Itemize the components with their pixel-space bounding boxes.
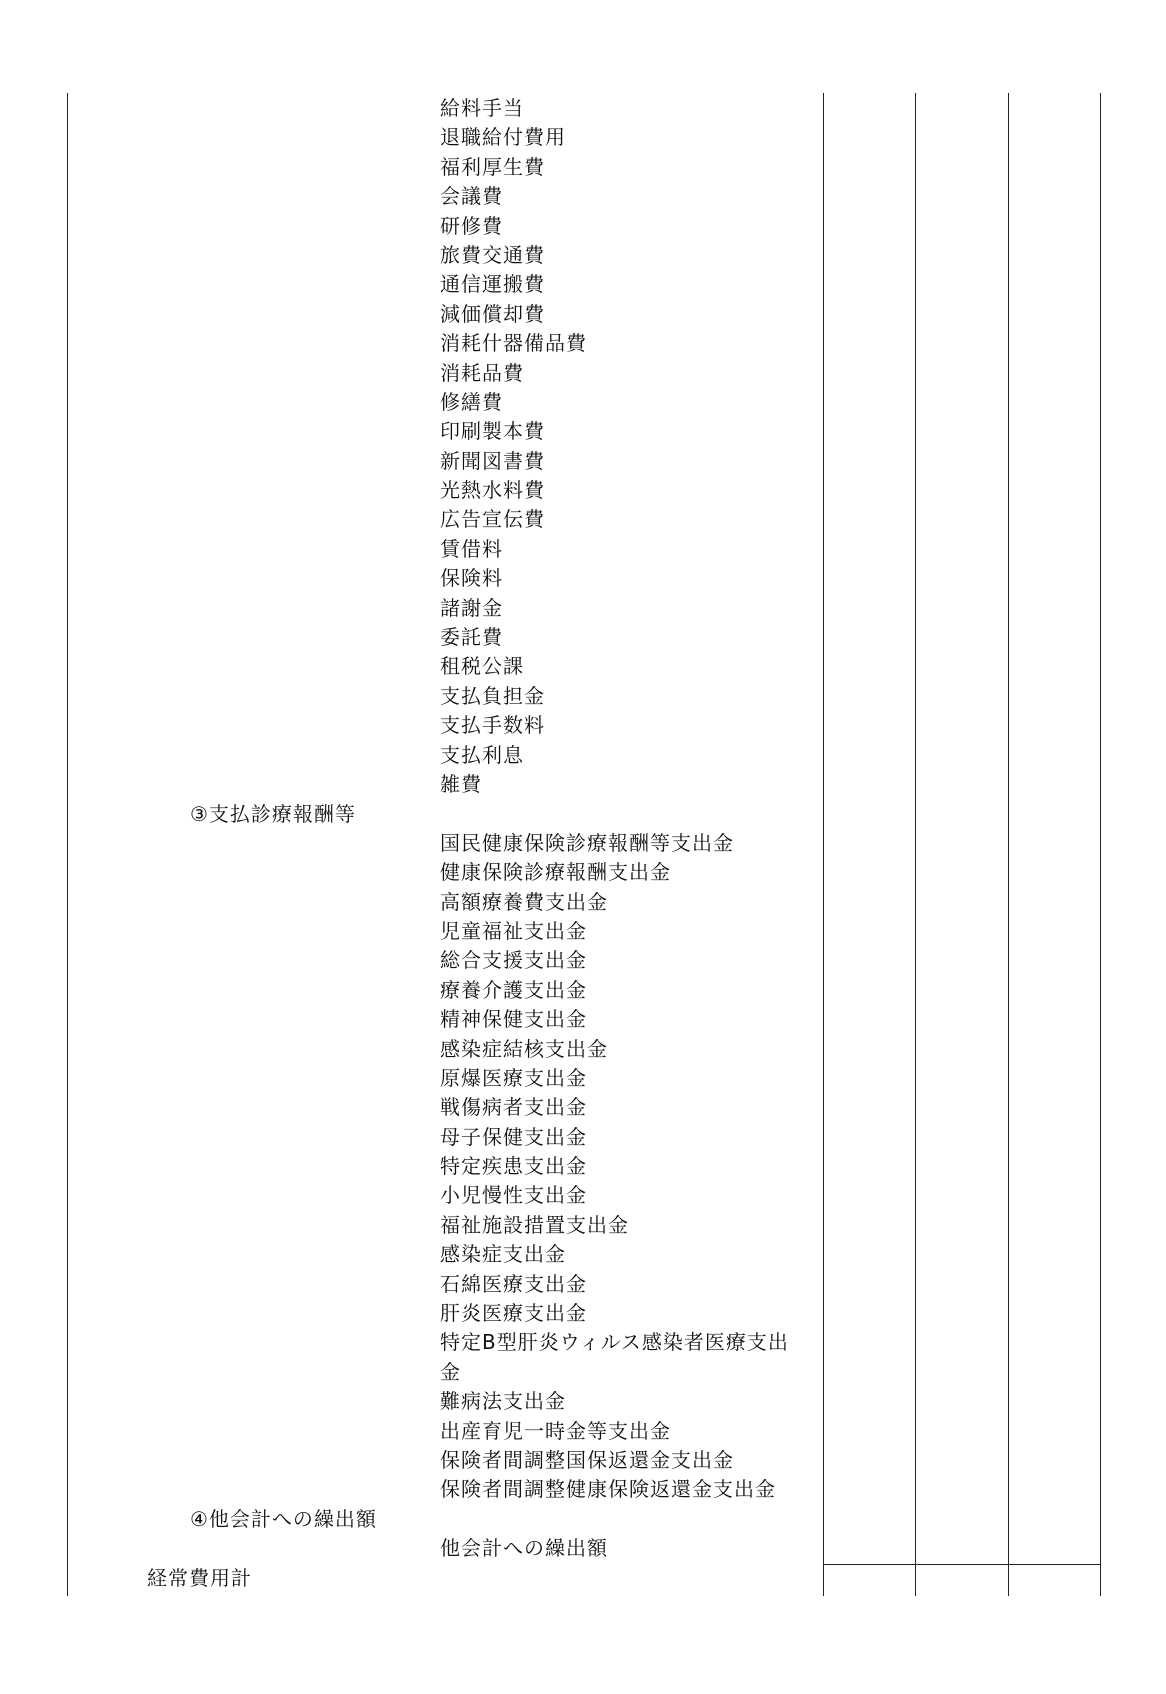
expense-item: 光熱水料費 [440,478,545,503]
expense-item: 通信運搬費 [440,272,545,297]
expense-item: 小児慢性支出金 [440,1183,587,1208]
expense-item: 原爆医療支出金 [440,1065,587,1090]
expense-item: 国民健康保険診療報酬等支出金 [440,830,734,855]
expense-item: 諸謝金 [440,595,503,620]
expense-item: 新聞図書費 [440,448,545,473]
expense-item: 賃借料 [440,536,503,561]
expense-item: 総合支援支出金 [440,948,587,973]
expense-item: 感染症支出金 [440,1242,566,1267]
expense-item: 難病法支出金 [440,1389,566,1414]
expense-item: 雑費 [440,771,482,796]
expense-items-medical-fees-2 [440,1387,815,1505]
expense-item: 特定B型肝炎ウィルス感染者医療支出 [440,1330,789,1355]
expense-item: 研修費 [440,213,503,238]
expense-item: 租税公課 [440,654,524,679]
expense-item: 保険料 [440,566,503,591]
expense-item: 感染症結核支出金 [440,1036,608,1061]
expense-item: 減価償却費 [440,301,545,326]
expense-item: 委託費 [440,625,503,650]
expense-item: 旅費交通費 [440,242,545,267]
expense-item: 消耗品費 [440,360,524,385]
expense-item: 母子保健支出金 [440,1124,587,1149]
expense-items-medical-fees [440,829,815,1329]
expense-item: 出産育児一時金等支出金 [440,1418,671,1443]
expense-item-continuation: 金 [440,1359,461,1384]
expense-item-list [440,94,815,1564]
expense-item: 児童福祉支出金 [440,918,587,943]
expense-item: 療養介護支出金 [440,977,587,1002]
column-divider-2 [915,93,916,1596]
expense-item: 肝炎医療支出金 [440,1301,587,1326]
expense-item: 保険者間調整健康保険返還金支出金 [440,1477,776,1502]
expense-item: 支払負担金 [440,683,545,708]
section-heading-3: ③支払診療報酬等 [190,801,356,826]
expense-item: 印刷製本費 [440,419,545,444]
table-left-border [67,93,68,1596]
total-row-label: 経常費用計 [147,1566,252,1590]
expense-item: 会議費 [440,184,503,209]
expense-item: 給料手当 [440,96,524,120]
expense-item: 福利厚生費 [440,154,545,179]
expense-item: 退職給付費用 [440,125,566,150]
column-divider-1 [823,93,824,1596]
expense-item: 消耗什器備品費 [440,331,587,356]
column-divider-3 [1008,93,1009,1596]
expense-item: 修繕費 [440,389,503,414]
expense-item: 特定疾患支出金 [440,1154,587,1179]
expense-item: 支払手数料 [440,713,545,738]
expense-item: 保険者間調整国保返還金支出金 [440,1447,734,1472]
expense-item: 精神保健支出金 [440,1007,587,1032]
total-row-rule [823,1564,1101,1565]
expense-item-transfer: 他会計への繰出額 [440,1536,608,1561]
expense-item: 支払利息 [440,742,524,767]
expense-item: 広告宣伝費 [440,507,545,532]
table-right-border [1100,93,1101,1596]
expense-item: 石綿医療支出金 [440,1271,587,1296]
expense-items-general [440,94,815,799]
expense-item: 高額療養費支出金 [440,889,608,914]
expense-item: 福祉施設措置支出金 [440,1212,629,1237]
section-heading-4: ④他会計への繰出額 [190,1507,377,1532]
expense-item: 戦傷病者支出金 [440,1095,587,1120]
expense-item: 健康保険診療報酬支出金 [440,860,671,885]
